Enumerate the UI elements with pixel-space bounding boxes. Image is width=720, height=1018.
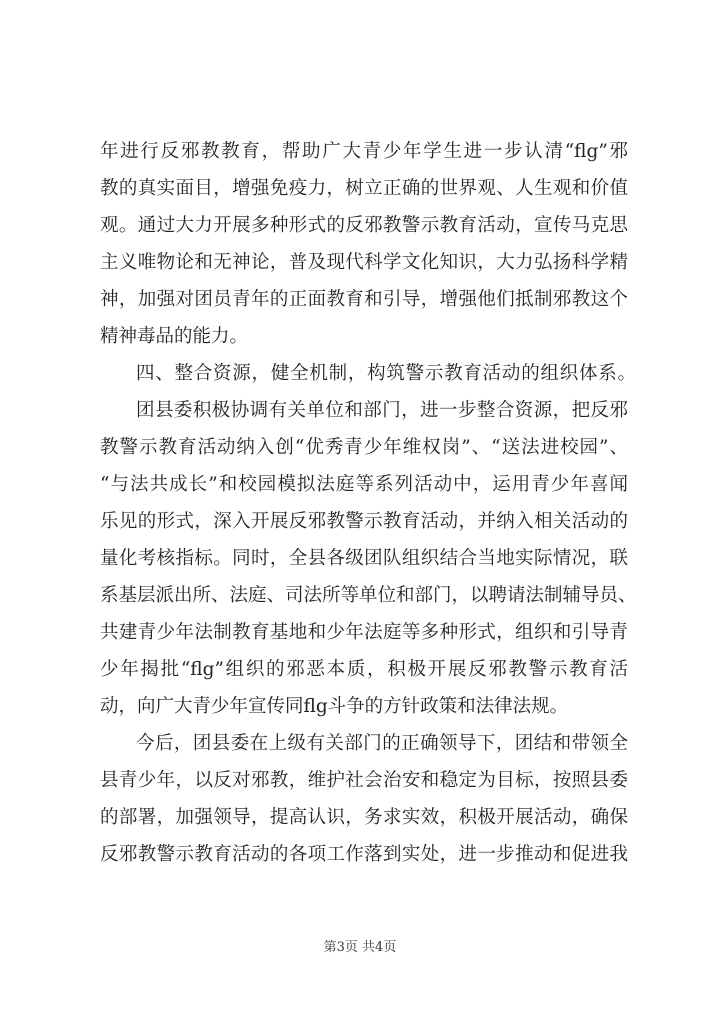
text-line: 乐见的形式，深入开展反邪教警示教育活动，并纳入相关活动的 [100,511,628,532]
text-line: 量化考核指标。同时，全县各级团队组织结合当地实际情况，联 [100,548,628,569]
text-line: 团县委积极协调有关单位和部门，进一步整合资源，把反邪 [136,400,628,421]
text-line: 系基层派出所、法庭、司法所等单位和部门，以聘请法制辅导员、 [100,585,637,606]
text-line: 年进行反邪教教育，帮助广大青少年学生进一步认清“flg”邪 [100,141,628,162]
text-line: 精神毒品的能力。 [100,326,249,347]
text-line: 教警示教育活动纳入创“优秀青少年维权岗”、“送法进校园”、 [100,437,628,458]
text-line: 教的真实面目，增强免疫力，树立正确的世界观、人生观和价值 [100,178,628,199]
text-line: 反邪教警示教育活动的各项工作落到实处，进一步推动和促进我 [100,844,628,865]
text-line: 共建青少年法制教育基地和少年法庭等多种形式，组织和引导青 [100,622,628,643]
text-line: 今后，团县委在上级有关部门的正确领导下，团结和带领全 [136,733,628,754]
section-heading: 四、整合资源，健全机制，构筑警示教育活动的组织体系。 [136,363,636,384]
text-line: 少年揭批“flg”组织的邪恶本质，积极开展反邪教警示教育活 [100,659,628,680]
page-number-footer: 第3页 共4页 [323,940,397,955]
text-line: 县青少年，以反对邪教，维护社会治安和稳定为目标，按照县委 [100,770,628,791]
text-line: 神，加强对团员青年的正面教育和引导，增强他们抵制邪教这个 [100,289,628,310]
text-line: 的部署，加强领导，提高认识，务求实效，积极开展活动，确保 [100,807,628,828]
text-line: 主义唯物论和无神论，普及现代科学文化知识，大力弘扬科学精 [100,252,628,273]
text-line: 观。通过大力开展多种形式的反邪教警示教育活动，宣传马克思 [100,215,628,236]
text-line: “与法共成长”和校园模拟法庭等系列活动中，运用青少年喜闻 [100,474,628,495]
text-line: 动，向广大青少年宣传同flg斗争的方针政策和法律法规。 [100,696,569,717]
